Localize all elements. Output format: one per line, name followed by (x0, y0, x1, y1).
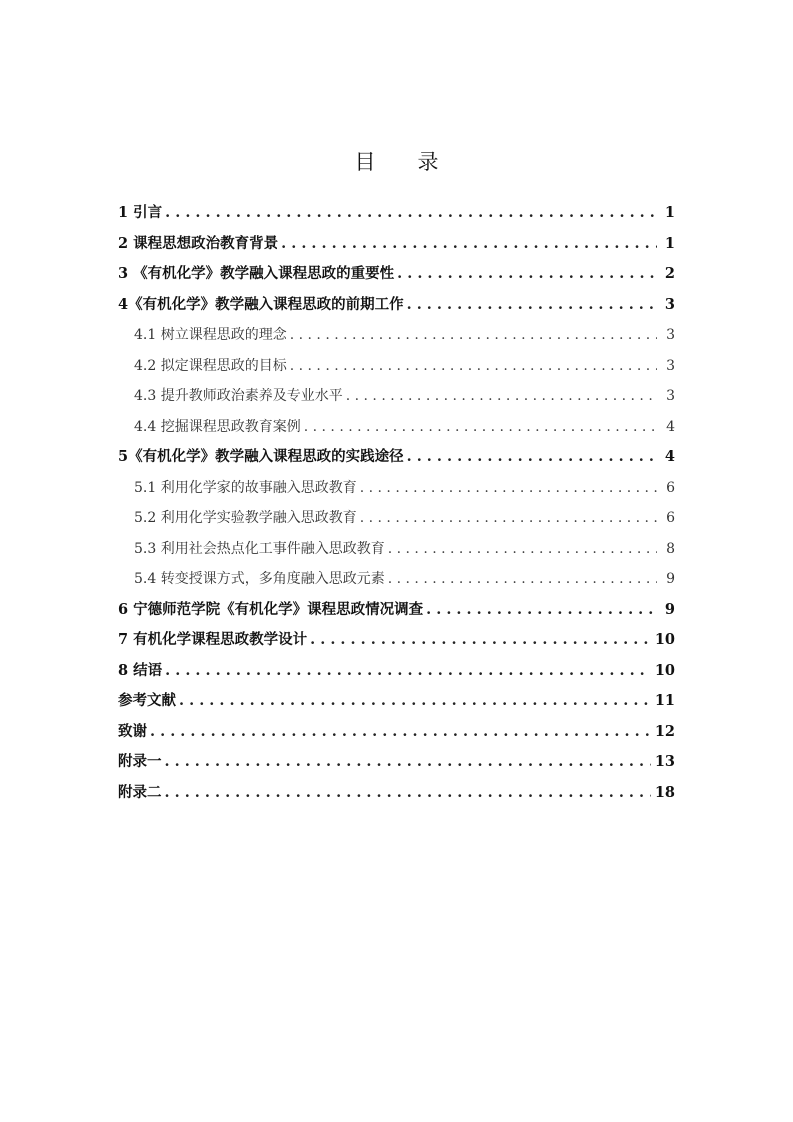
toc-entry-label: 4.2 拟定课程思政的目标 (134, 357, 287, 374)
toc-dot-leader (281, 229, 657, 260)
toc-entry-chapter[interactable] (118, 656, 675, 687)
toc-entry-label: 5.3 利用社会热点化工事件融入思政教育 (134, 540, 385, 557)
toc-dot-leader (388, 564, 657, 595)
toc-entry-section[interactable] (118, 473, 675, 504)
toc-entry-page-number: 18 (654, 783, 675, 801)
toc-entry-label: 8 结语 (118, 661, 163, 679)
toc-entry-page-number: 9 (664, 600, 675, 618)
toc-entry-chapter[interactable] (118, 290, 675, 321)
toc-entry-page-number: 1 (664, 204, 675, 221)
toc-entry-page-number: 8 (666, 540, 675, 557)
toc-entry-page-number: 3 (666, 388, 675, 404)
toc-entry-section[interactable] (118, 351, 675, 382)
toc-entry-section[interactable] (118, 564, 675, 595)
toc-entry-chapter[interactable] (118, 717, 675, 748)
toc-entry-label: 致谢 (118, 722, 147, 740)
toc-entry-section[interactable] (118, 320, 675, 351)
toc-entry-label: 6 宁德师范学院《有机化学》课程思政情况调查 (118, 600, 424, 618)
toc-entry-label: 附录二 (118, 783, 162, 801)
toc-entry-page-number: 13 (654, 753, 675, 770)
toc-entry-label: 参考文献 (118, 692, 176, 709)
toc-entry-page-number: 4 (666, 418, 675, 435)
toc-entry-label: 4.3 提升教师政治素养及专业水平 (134, 388, 343, 404)
toc-dot-leader (407, 290, 657, 321)
toc-entry-page-number: 3 (666, 327, 675, 343)
toc-entry-page-number: 2 (664, 265, 675, 282)
toc-dot-leader (407, 442, 657, 473)
toc-entry-chapter[interactable] (118, 778, 675, 809)
toc-dot-leader (290, 320, 657, 351)
toc-entry-label: 5.2 利用化学实验教学融入思政教育 (134, 510, 357, 526)
toc-entry-chapter[interactable] (118, 259, 675, 290)
toc-entry-chapter[interactable] (118, 198, 675, 229)
table-of-contents (118, 198, 675, 808)
toc-dot-leader (346, 381, 657, 412)
toc-entry-label: 4《有机化学》教学融入课程思政的前期工作 (118, 295, 404, 313)
toc-entry-label: 5《有机化学》教学融入课程思政的实践途径 (118, 448, 404, 465)
toc-dot-leader (388, 534, 657, 565)
toc-dot-leader (179, 686, 651, 717)
toc-dot-leader (150, 717, 651, 748)
toc-entry-chapter[interactable] (118, 686, 675, 717)
toc-entry-page-number: 12 (654, 722, 675, 740)
toc-title (0, 146, 793, 176)
toc-entry-section[interactable] (118, 503, 675, 534)
toc-dot-leader (165, 778, 651, 809)
toc-dot-leader (290, 351, 657, 382)
toc-entry-chapter[interactable] (118, 747, 675, 778)
toc-entry-chapter[interactable] (118, 442, 675, 473)
toc-dot-leader (397, 259, 657, 290)
toc-entry-page-number: 10 (654, 631, 675, 648)
toc-entry-label: 7 有机化学课程思政教学设计 (118, 631, 308, 648)
toc-dot-leader (165, 656, 651, 687)
toc-dot-leader (310, 625, 651, 656)
toc-entry-chapter[interactable] (118, 229, 675, 260)
toc-title-char-1: 目 (354, 150, 376, 174)
toc-dot-leader (360, 473, 657, 504)
toc-entry-section[interactable] (118, 412, 675, 443)
toc-entry-page-number: 1 (664, 234, 675, 252)
toc-dot-leader (304, 412, 657, 443)
toc-dot-leader (360, 503, 657, 534)
toc-entry-page-number: 4 (664, 448, 675, 465)
toc-entry-chapter[interactable] (118, 595, 675, 626)
toc-dot-leader (165, 747, 651, 778)
toc-entry-section[interactable] (118, 534, 675, 565)
toc-entry-label: 4.1 树立课程思政的理念 (134, 327, 287, 343)
toc-entry-label: 5.1 利用化学家的故事融入思政教育 (134, 479, 357, 496)
toc-entry-chapter[interactable] (118, 625, 675, 656)
toc-entry-page-number: 6 (666, 510, 675, 526)
toc-entry-page-number: 10 (654, 661, 675, 679)
toc-entry-label: 1 引言 (118, 204, 163, 221)
toc-entry-page-number: 9 (666, 571, 675, 587)
toc-entry-page-number: 3 (666, 357, 675, 374)
toc-entry-page-number: 6 (666, 479, 675, 496)
toc-entry-page-number: 3 (664, 295, 675, 313)
toc-dot-leader (426, 595, 657, 626)
toc-entry-label: 2 课程思想政治教育背景 (118, 234, 279, 252)
toc-entry-section[interactable] (118, 381, 675, 412)
toc-entry-page-number: 11 (654, 692, 675, 709)
toc-entry-label: 4.4 挖掘课程思政教育案例 (134, 418, 301, 435)
toc-entry-label: 3 《有机化学》教学融入课程思政的重要性 (118, 265, 395, 282)
toc-title-char-2: 录 (417, 150, 439, 174)
toc-dot-leader (165, 198, 657, 229)
toc-entry-label: 附录一 (118, 753, 162, 770)
toc-entry-label: 5.4 转变授课方式，多角度融入思政元素 (134, 571, 385, 587)
